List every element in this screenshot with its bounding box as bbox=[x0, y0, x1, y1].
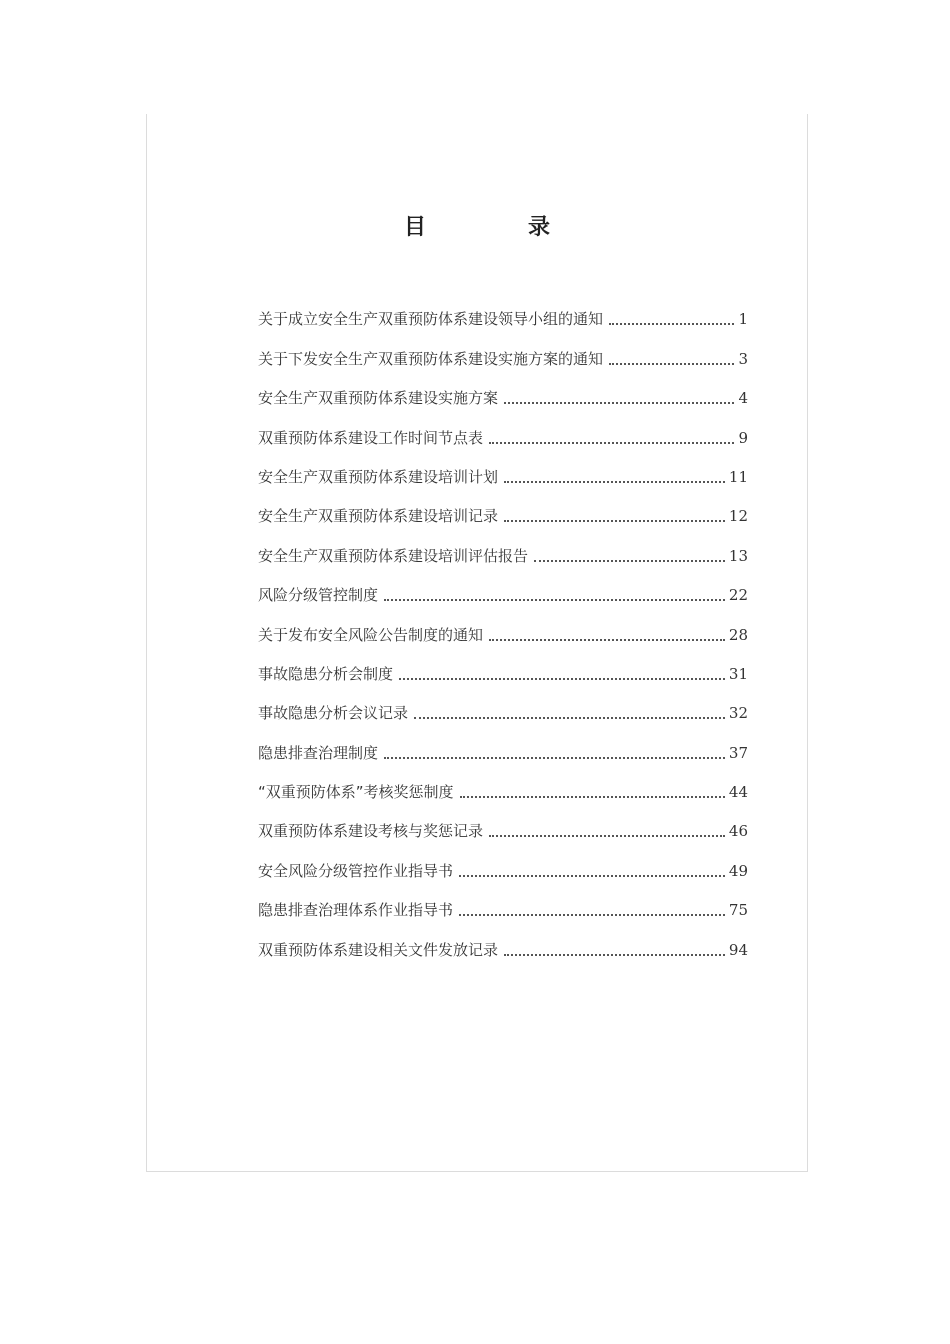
toc-entry[interactable] bbox=[258, 881, 748, 920]
toc-leader-dots bbox=[489, 639, 725, 641]
toc-entry[interactable] bbox=[258, 841, 748, 880]
toc-entry[interactable] bbox=[258, 802, 748, 841]
toc-entry-page-number: 94 bbox=[728, 940, 748, 959]
toc-entry-page-number: 9 bbox=[738, 428, 748, 447]
toc-entry-page-number: 28 bbox=[728, 625, 748, 644]
toc-entry-page-number: 3 bbox=[738, 349, 748, 368]
toc-entry-label: 关于发布安全风险公告制度的通知 bbox=[258, 625, 484, 644]
toc-leader-dots bbox=[414, 717, 725, 719]
toc-entry[interactable] bbox=[258, 290, 748, 329]
toc-entry[interactable] bbox=[258, 329, 748, 368]
toc-leader-dots bbox=[504, 481, 725, 483]
toc-entry-label: 安全生产双重预防体系建设培训记录 bbox=[258, 507, 499, 526]
toc-entry-page-number: 37 bbox=[728, 743, 748, 762]
toc-entry[interactable] bbox=[258, 723, 748, 762]
toc-leader-dots bbox=[489, 835, 725, 837]
toc-entry-page-number: 44 bbox=[728, 783, 748, 802]
toc-leader-dots bbox=[534, 560, 725, 562]
toc-leader-dots bbox=[460, 796, 725, 798]
toc-leader-dots bbox=[399, 678, 725, 680]
toc-entry[interactable] bbox=[258, 920, 748, 959]
toc-list bbox=[258, 290, 748, 960]
toc-entry-page-number: 49 bbox=[728, 861, 748, 880]
toc-entry-label: 安全生产双重预防体系建设实施方案 bbox=[258, 389, 499, 408]
toc-entry-page-number: 12 bbox=[728, 507, 748, 526]
toc-entry-label: 关于成立安全生产双重预防体系建设领导小组的通知 bbox=[258, 310, 604, 329]
toc-entry[interactable] bbox=[258, 605, 748, 644]
toc-leader-dots bbox=[504, 520, 725, 522]
toc-leader-dots bbox=[489, 442, 734, 444]
toc-entry[interactable] bbox=[258, 487, 748, 526]
toc-entry-page-number: 1 bbox=[738, 310, 748, 329]
toc-entry-label: 安全生产双重预防体系建设培训计划 bbox=[258, 467, 499, 486]
toc-leader-dots bbox=[384, 757, 725, 759]
toc-entry[interactable] bbox=[258, 526, 748, 565]
toc-leader-dots bbox=[609, 323, 734, 325]
toc-entry-page-number: 75 bbox=[728, 901, 748, 920]
toc-entry-label: 隐患排查治理制度 bbox=[258, 743, 379, 762]
toc-leader-dots bbox=[384, 599, 725, 601]
toc-entry[interactable] bbox=[258, 763, 748, 802]
toc-entry-label: 双重预防体系建设考核与奖惩记录 bbox=[258, 822, 484, 841]
toc-entry-label: 安全生产双重预防体系建设培训评估报告 bbox=[258, 546, 529, 565]
toc-entry-label: 隐患排查治理体系作业指导书 bbox=[258, 901, 454, 920]
toc-leader-dots bbox=[504, 402, 734, 404]
toc-title: 目 录 bbox=[403, 214, 590, 240]
toc-entry[interactable] bbox=[258, 448, 748, 487]
toc-entry-page-number: 46 bbox=[728, 822, 748, 841]
toc-entry-label: 事故隐患分析会议记录 bbox=[258, 704, 409, 723]
toc-entry[interactable] bbox=[258, 645, 748, 684]
toc-entry[interactable] bbox=[258, 684, 748, 723]
document-page bbox=[146, 114, 808, 1172]
toc-entry-page-number: 31 bbox=[728, 664, 748, 683]
toc-entry-page-number: 13 bbox=[728, 546, 748, 565]
toc-leader-dots bbox=[459, 875, 725, 877]
toc-entry-label: 安全风险分级管控作业指导书 bbox=[258, 861, 454, 880]
toc-entry-page-number: 11 bbox=[728, 467, 748, 486]
toc-entry-label: 双重预防体系建设相关文件发放记录 bbox=[258, 940, 499, 959]
toc-entry[interactable] bbox=[258, 566, 748, 605]
toc-entry-page-number: 4 bbox=[738, 389, 748, 408]
toc-leader-dots bbox=[504, 954, 725, 956]
toc-entry-label: 风险分级管控制度 bbox=[258, 586, 379, 605]
toc-entry-page-number: 22 bbox=[728, 586, 748, 605]
toc-leader-dots bbox=[609, 363, 734, 365]
toc-entry-label: 事故隐患分析会制度 bbox=[258, 664, 394, 683]
toc-entry[interactable] bbox=[258, 369, 748, 408]
toc-entry-label: “双重预防体系”考核奖惩制度 bbox=[258, 783, 454, 802]
toc-entry[interactable] bbox=[258, 408, 748, 447]
toc-entry-label: 关于下发安全生产双重预防体系建设实施方案的通知 bbox=[258, 349, 604, 368]
toc-entry-label: 双重预防体系建设工作时间节点表 bbox=[258, 428, 484, 447]
toc-entry-page-number: 32 bbox=[728, 704, 748, 723]
toc-leader-dots bbox=[459, 914, 725, 916]
